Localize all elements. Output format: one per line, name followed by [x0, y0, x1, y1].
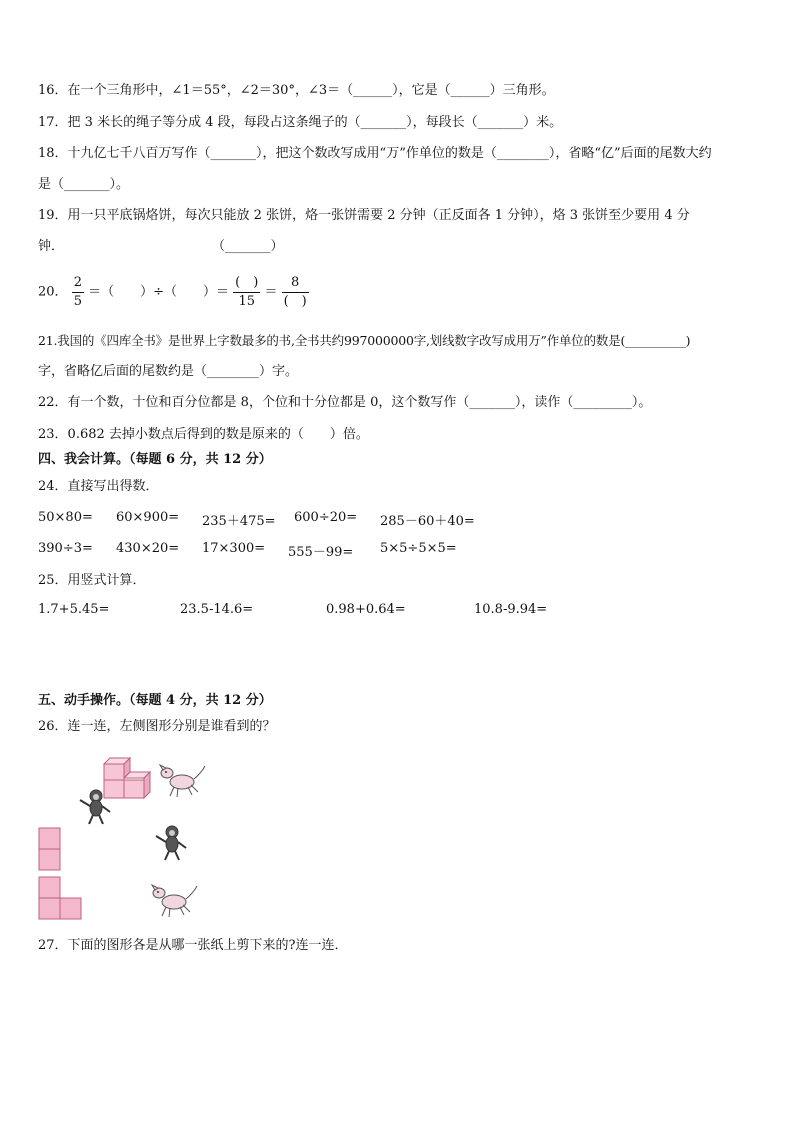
two-square-column-figure — [38, 827, 62, 871]
calc-item: 430×20= — [116, 541, 180, 556]
dog-icon — [158, 762, 208, 800]
section-4-heading: 四、我会计算。（每题 6 分，共 12 分） — [38, 452, 272, 467]
question-25: 25．用竖式计算． — [38, 573, 146, 588]
question-19-blank: （_______） — [212, 239, 284, 254]
question-18-line1: 18．十九亿七千八百万写作（_______），把这个数改写成用“万”作单位的数是（________），省略“亿”后面的尾数大约 — [38, 146, 712, 161]
frac-numerator: 8 — [282, 274, 309, 293]
question-20 — [38, 274, 309, 311]
question-26: 26．连一连，左侧图形分别是谁看到的？ — [38, 719, 276, 734]
question-21-line2: 字，省略亿后面的尾数约是（________）字。 — [38, 364, 299, 379]
calc-item: 0.98+0.64= — [326, 602, 406, 617]
question-23: 23．0.682 去掉小数点后得到的数是原来的（ ）倍。 — [38, 427, 369, 442]
q20-prefix: 20． — [38, 284, 68, 300]
frac-denominator: ( ) — [283, 294, 307, 309]
q20-middle: ＝（ ）÷（ ）＝ — [88, 284, 230, 300]
monkey-icon — [152, 822, 192, 862]
q20-equals: ＝ — [264, 284, 278, 300]
section-5-heading: 五、动手操作。（每题 4 分，共 12 分） — [38, 693, 272, 708]
question-27: 27．下面的图形各是从哪一张纸上剪下来的?连一连． — [38, 938, 348, 953]
monkey-icon — [76, 786, 116, 826]
calc-row-3 — [0, 602, 794, 620]
calc-item: 23.5-14.6= — [180, 602, 254, 617]
question-22: 22．有一个数，十位和百分位都是 8，个位和十分位都是 0，这个数写作（_______），读作（_________）。 — [38, 395, 652, 410]
question-18-line2: 是（_______）。 — [38, 177, 130, 192]
dog-icon — [150, 882, 200, 920]
question-16: 16．在一个三角形中，∠1＝55°，∠2＝30°，∠3＝（______），它是（______）三角形。 — [38, 83, 555, 98]
calc-item: 600÷20= — [294, 510, 358, 525]
calc-item: 555－99= — [288, 545, 354, 560]
calc-item: 1.7+5.45= — [38, 602, 110, 617]
calc-item: 5×5÷5×5= — [380, 541, 457, 556]
frac-numerator: ( ) — [233, 274, 260, 293]
calc-item: 285－60＋40= — [380, 514, 475, 529]
fraction-8-blank — [282, 274, 309, 311]
calc-item: 390÷3= — [38, 541, 93, 556]
calc-item: 17×300= — [202, 541, 266, 556]
question-24: 24．直接写出得数． — [38, 479, 159, 494]
question-21-line1: 21.我国的《四库全书》是世界上字数最多的书,全书共约997000000字,划线数字改写成用万”作单位的数是(__________) — [38, 333, 691, 348]
fraction-blank-15 — [233, 274, 260, 311]
calc-item: 10.8-9.94= — [474, 602, 548, 617]
calc-row-1 — [0, 510, 794, 528]
frac-denominator: 5 — [73, 294, 82, 309]
calc-item: 50×80= — [38, 510, 93, 525]
fraction-2-5 — [72, 274, 84, 311]
l-shape-figure — [38, 876, 84, 920]
question-17: 17．把 3 米长的绳子等分成 4 段，每段占这条绳子的（_______），每段长（_______）米。 — [38, 115, 563, 130]
question-19-line2: 钟． — [38, 239, 65, 254]
question-19-line1: 19．用一只平底锅烙饼，每次只能放 2 张饼，烙一张饼需要 2 分钟（正反面各 1 分钟），烙 3 张饼至少要用 4 分 — [38, 208, 690, 223]
calc-row-2 — [0, 541, 794, 559]
frac-denominator: 15 — [238, 294, 255, 309]
calc-item: 235＋475= — [202, 514, 276, 529]
calc-item: 60×900= — [116, 510, 180, 525]
frac-numerator: 2 — [72, 274, 84, 293]
